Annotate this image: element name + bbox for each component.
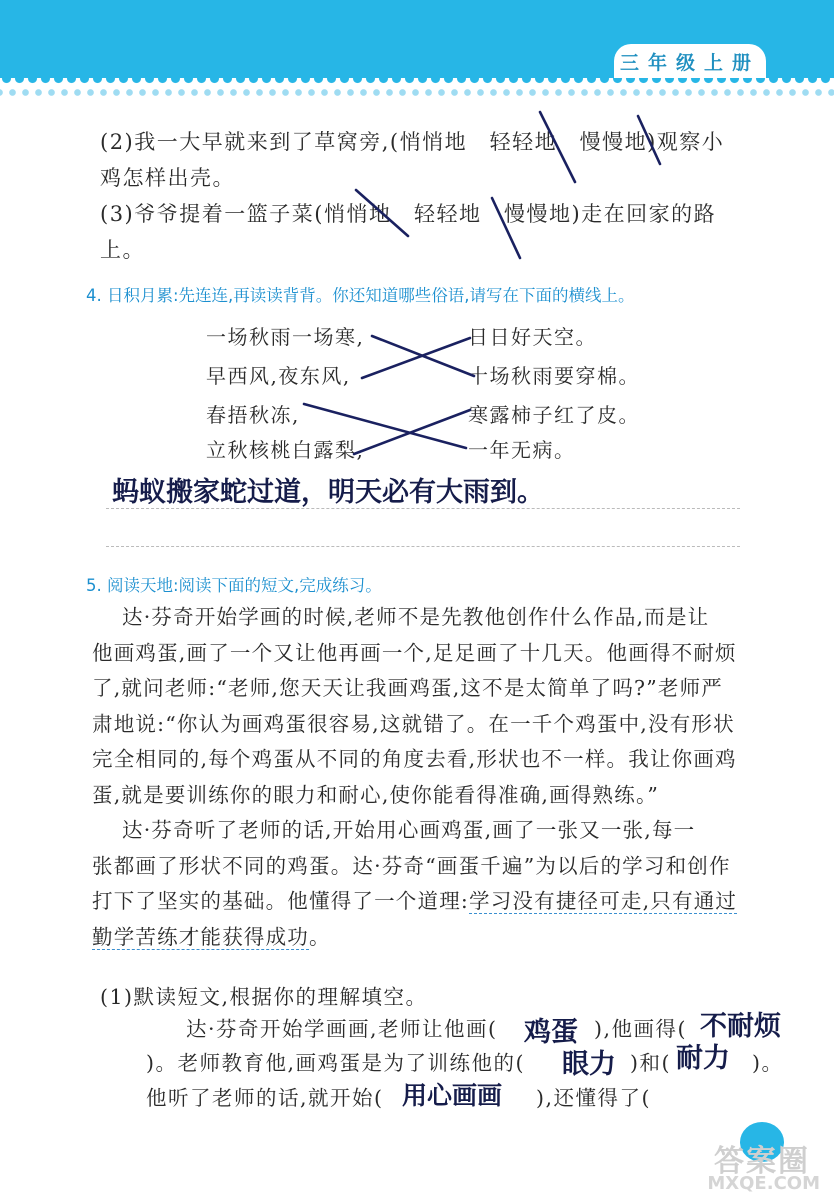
fill-line2-a: )。老师教育他,画鸡蛋是为了训练他的( <box>146 1051 526 1075</box>
passage-line: 他画鸡蛋,画了一个又让他再画一个,足足画了十几天。他画得不耐烦 <box>92 640 737 665</box>
proverb-left-4: 立秋核桃白露梨, <box>206 438 365 462</box>
q3-item3-line1: (3)爷爷提着一篮子菜(悄悄地 轻轻地 慢慢地)走在回家的路 <box>100 202 717 226</box>
grade-tag: 三年级上册 <box>614 44 766 78</box>
fill-answer-5: 用心画画 <box>402 1081 503 1110</box>
passage-line: 了,就问老师:“老师,您天天让我画鸡蛋,这不是太简单了吗?”老师严 <box>92 676 724 700</box>
passage-line: 肃地说:“你认为画鸡蛋很容易,这就错了。在一千个鸡蛋中,没有形状 <box>92 711 735 736</box>
fill-line2-b: )和( <box>630 1051 671 1075</box>
logo-url: MXQE.COM <box>707 1173 820 1194</box>
q4-answer-handwriting: 蚂蚁搬家蛇过道，明天必有大雨到。 <box>112 477 544 508</box>
q4-title: 4. 日积月累:先连连,再读读背背。你还知道哪些俗语,请写在下面的横线上。 <box>86 286 635 305</box>
crossout-mark <box>356 190 408 236</box>
q3-item2-line1: (2)我一大早就来到了草窝旁,(悄悄地 轻轻地 慢慢地)观察小 <box>100 130 725 154</box>
underlined-answer: 学习没有捷径可走,只有通过 <box>469 889 738 913</box>
fill-answer-3: 眼力 <box>562 1049 616 1080</box>
q3-item3-line2: 上。 <box>100 238 145 262</box>
fill-line1-b: ),他画得( <box>594 1017 688 1041</box>
proverb-left-1: 一场秋雨一场寒, <box>206 325 365 349</box>
proverb-left-2: 早西风,夜东风, <box>206 364 351 388</box>
passage-line: 张都画了形状不同的鸡蛋。达·芬奇“画蛋千遍”为以后的学习和创作 <box>92 853 731 878</box>
matching-line <box>354 410 470 454</box>
fill-answer-1: 鸡蛋 <box>524 1017 578 1048</box>
fill-line1-a: 达·芬奇开始学画画,老师让他画( <box>186 1017 498 1041</box>
proverb-right-2: 十场秋雨要穿棉。 <box>468 364 640 388</box>
fill-line3-a: 他听了老师的话,就开始( <box>146 1086 384 1110</box>
crossout-mark <box>492 198 520 258</box>
passage-line: 达·芬奇听了老师的话,开始用心画鸡蛋,画了一张又一张,每一 <box>122 818 696 842</box>
q5-sub1: (1)默读短文,根据你的理解填空。 <box>100 985 428 1009</box>
q3-item2-line2: 鸡怎样出壳。 <box>100 166 235 190</box>
passage-text: 。 <box>309 924 331 949</box>
proverb-right-4: 一年无病。 <box>468 438 576 462</box>
fill-line2-c: )。 <box>752 1051 784 1075</box>
matching-line <box>362 338 470 378</box>
proverb-left-3: 春捂秋冻, <box>206 403 300 427</box>
q5-title: 5. 阅读天地:阅读下面的短文,完成练习。 <box>86 576 382 595</box>
crossout-mark <box>540 112 575 182</box>
proverb-right-1: 日日好天空。 <box>468 325 597 349</box>
passage-line: 达·芬奇开始学画的时候,老师不是先教他创作什么作品,而是让 <box>122 605 710 629</box>
watermark-logo <box>707 1136 820 1194</box>
passage-text: 打下了坚实的基础。他懂得了一个道理: <box>92 889 470 913</box>
proverb-right-3: 寒露柿子红了皮。 <box>468 403 640 427</box>
passage-line: 蛋,就是要训练你的眼力和耐心,使你能看得准确,画得熟练。” <box>92 782 660 807</box>
crossout-mark <box>638 116 660 164</box>
fill-answer-2: 不耐烦 <box>700 1011 781 1042</box>
logo-text: 答案圈 <box>714 1144 810 1179</box>
fill-answer-4: 耐力 <box>676 1043 730 1074</box>
underlined-answer-cont: 勤学苦练才能获得成功 <box>92 924 309 949</box>
passage-line: 完全相同的,每个鸡蛋从不同的角度去看,形状也不一样。我让你画鸡 <box>92 747 737 771</box>
fill-line3-b: ),还懂得了( <box>536 1086 652 1110</box>
